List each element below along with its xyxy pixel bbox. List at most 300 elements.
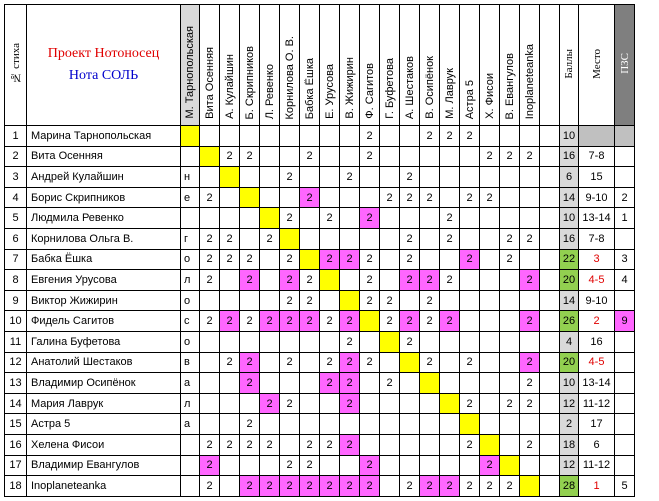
score-cell xyxy=(480,126,500,147)
score-cell: 2 xyxy=(400,476,420,497)
score-cell: 2 xyxy=(280,208,300,229)
score-cell: 2 xyxy=(220,146,240,167)
score-cell xyxy=(420,146,440,167)
score-cell xyxy=(320,393,340,414)
participant-name: Борис Скрипников xyxy=(27,187,181,208)
participant-name: Владимир Евангулов xyxy=(27,455,181,476)
score-cell xyxy=(440,455,460,476)
score-cell xyxy=(480,167,500,188)
table-row xyxy=(5,414,635,435)
score-cell: 2 xyxy=(260,393,280,414)
score-cell xyxy=(400,146,420,167)
column-header-8: В. Жижирин xyxy=(340,5,360,126)
pvs-cell xyxy=(615,434,635,455)
score-cell: 2 xyxy=(340,476,360,497)
row-number: 10 xyxy=(5,311,27,332)
score-cell: 2 xyxy=(360,270,380,291)
row-number: 1 xyxy=(5,126,27,147)
score-cell xyxy=(400,393,420,414)
total-score: 20 xyxy=(560,270,579,291)
score-cell xyxy=(380,126,400,147)
score-cell: 2 xyxy=(360,476,380,497)
score-cell xyxy=(220,208,240,229)
score-cell: 2 xyxy=(460,352,480,373)
score-cell xyxy=(420,208,440,229)
row-number: 6 xyxy=(5,228,27,249)
table-row xyxy=(5,434,635,455)
score-cell xyxy=(360,331,380,352)
score-cell xyxy=(220,187,240,208)
score-cell xyxy=(360,393,380,414)
pvs-cell xyxy=(615,373,635,394)
column-header-2: А. Кулайшин xyxy=(220,5,240,126)
score-cell xyxy=(500,331,520,352)
score-cell xyxy=(320,167,340,188)
score-cell: 2 xyxy=(320,352,340,373)
score-cell: 2 xyxy=(460,187,480,208)
score-cell: 2 xyxy=(340,249,360,270)
score-cell xyxy=(220,290,240,311)
score-cell xyxy=(220,270,240,291)
participant-name: Галина Буфетова xyxy=(27,331,181,352)
score-cell: 2 xyxy=(200,187,220,208)
place-cell: 17 xyxy=(579,414,615,435)
score-cell xyxy=(500,270,520,291)
score-cell xyxy=(200,208,220,229)
row-spacer xyxy=(540,146,560,167)
pvs-cell xyxy=(615,167,635,188)
row-number: 13 xyxy=(5,373,27,394)
score-cell: 2 xyxy=(380,311,400,332)
row-number: 12 xyxy=(5,352,27,373)
score-cell xyxy=(320,270,340,291)
score-cell: 2 xyxy=(280,249,300,270)
score-cell: 2 xyxy=(480,187,500,208)
row-spacer xyxy=(540,249,560,270)
score-cell: 2 xyxy=(260,311,280,332)
letter-cell: о xyxy=(181,331,200,352)
row-number: 2 xyxy=(5,146,27,167)
place-cell: 4-5 xyxy=(579,352,615,373)
score-cell xyxy=(280,187,300,208)
score-cell xyxy=(320,126,340,147)
pvs-cell xyxy=(615,352,635,373)
pvs-cell xyxy=(615,290,635,311)
participant-name: Вита Осенняя xyxy=(27,146,181,167)
score-cell xyxy=(500,290,520,311)
score-cell xyxy=(440,352,460,373)
participant-name: Inoplaneteanka xyxy=(27,476,181,497)
column-header-14: Астра 5 xyxy=(460,5,480,126)
participant-name: Марина Тарнопольская xyxy=(27,126,181,147)
score-cell xyxy=(480,208,500,229)
score-cell: 2 xyxy=(340,393,360,414)
letter-cell xyxy=(181,476,200,497)
letter-cell: н xyxy=(181,167,200,188)
score-cell xyxy=(260,270,280,291)
score-cell xyxy=(420,455,440,476)
score-cell xyxy=(520,249,540,270)
score-cell: 2 xyxy=(280,290,300,311)
table-row xyxy=(5,393,635,414)
score-cell: 2 xyxy=(200,455,220,476)
score-cell xyxy=(300,228,320,249)
score-cell xyxy=(200,393,220,414)
pvs-cell xyxy=(615,126,635,147)
place-cell: 2 xyxy=(579,311,615,332)
total-score: 10 xyxy=(560,373,579,394)
score-cell xyxy=(460,414,480,435)
score-cell: 2 xyxy=(220,228,240,249)
score-cell xyxy=(440,373,460,394)
total-score: 20 xyxy=(560,352,579,373)
score-cell: 2 xyxy=(320,208,340,229)
table-body xyxy=(5,126,635,497)
table-row xyxy=(5,249,635,270)
score-cell: 2 xyxy=(240,476,260,497)
score-cell xyxy=(520,476,540,497)
row-number: 14 xyxy=(5,393,27,414)
row-number: 11 xyxy=(5,331,27,352)
score-cell: 2 xyxy=(260,476,280,497)
score-cell xyxy=(260,126,280,147)
letter-cell: л xyxy=(181,270,200,291)
column-header-10: Г. Буфетова xyxy=(380,5,400,126)
score-cell: 2 xyxy=(420,311,440,332)
score-cell xyxy=(260,146,280,167)
score-cell xyxy=(420,249,440,270)
row-spacer xyxy=(540,476,560,497)
score-cell: 2 xyxy=(260,434,280,455)
pvs-header: ПЗС xyxy=(615,5,635,126)
score-cell: 2 xyxy=(440,126,460,147)
letter-cell: с xyxy=(181,311,200,332)
score-cell xyxy=(480,290,500,311)
score-cell xyxy=(500,126,520,147)
score-cell xyxy=(500,455,520,476)
score-cell xyxy=(360,167,380,188)
score-cell: 2 xyxy=(520,434,540,455)
place-cell: 15 xyxy=(579,167,615,188)
score-cell: 2 xyxy=(400,228,420,249)
score-cell: 2 xyxy=(280,393,300,414)
column-header-9: Ф. Сагитов xyxy=(360,5,380,126)
row-spacer xyxy=(540,187,560,208)
score-cell xyxy=(520,414,540,435)
score-cell: 2 xyxy=(320,249,340,270)
letter-cell: а xyxy=(181,414,200,435)
score-cell: 2 xyxy=(520,352,540,373)
score-cell xyxy=(460,228,480,249)
participant-name: Владимир Осипёнок xyxy=(27,373,181,394)
pvs-cell: 1 xyxy=(615,208,635,229)
score-cell: 2 xyxy=(220,249,240,270)
place-cell: 11-12 xyxy=(579,393,615,414)
score-cell xyxy=(460,331,480,352)
score-cell xyxy=(500,208,520,229)
score-cell: 2 xyxy=(400,270,420,291)
score-cell xyxy=(380,393,400,414)
score-cell: 2 xyxy=(300,311,320,332)
score-cell xyxy=(220,455,240,476)
score-cell xyxy=(500,167,520,188)
score-cell xyxy=(440,331,460,352)
pvs-cell: 2 xyxy=(615,187,635,208)
letter-cell xyxy=(181,434,200,455)
score-cell: 2 xyxy=(460,126,480,147)
row-spacer xyxy=(540,331,560,352)
participant-name: Анатолий Шестаков xyxy=(27,352,181,373)
score-cell xyxy=(420,331,440,352)
score-cell xyxy=(200,126,220,147)
score-cell: 2 xyxy=(480,146,500,167)
score-cell xyxy=(400,455,420,476)
score-cell xyxy=(380,228,400,249)
table-row xyxy=(5,373,635,394)
score-cell xyxy=(220,126,240,147)
score-cell: 2 xyxy=(520,270,540,291)
score-cell xyxy=(380,476,400,497)
score-cell xyxy=(480,373,500,394)
letter-cell xyxy=(181,455,200,476)
pvs-cell: 3 xyxy=(615,249,635,270)
score-cell xyxy=(400,373,420,394)
score-cell xyxy=(380,455,400,476)
score-cell xyxy=(360,434,380,455)
row-spacer xyxy=(540,167,560,188)
score-cell: 2 xyxy=(400,167,420,188)
score-cell: 2 xyxy=(340,352,360,373)
score-cell: 2 xyxy=(460,476,480,497)
score-cell xyxy=(460,373,480,394)
score-cell xyxy=(440,167,460,188)
row-spacer xyxy=(540,373,560,394)
score-cell xyxy=(240,187,260,208)
row-spacer xyxy=(540,208,560,229)
column-header-16: В. Евангулов xyxy=(500,5,520,126)
participant-name: Людмила Ревенко xyxy=(27,208,181,229)
score-cell xyxy=(280,434,300,455)
score-cell xyxy=(440,187,460,208)
table-row xyxy=(5,476,635,497)
score-cell xyxy=(240,455,260,476)
column-header-15: Х. Фисои xyxy=(480,5,500,126)
place-header: Место xyxy=(579,5,615,126)
score-cell: 2 xyxy=(300,187,320,208)
participant-name: Хелена Фисои xyxy=(27,434,181,455)
score-cell xyxy=(520,187,540,208)
column-header-5: Корнилова О. В. xyxy=(280,5,300,126)
column-header-4: Л. Ревенко xyxy=(260,5,280,126)
row-number: 4 xyxy=(5,187,27,208)
row-spacer xyxy=(540,414,560,435)
column-header-11: А. Шестаков xyxy=(400,5,420,126)
row-spacer xyxy=(540,290,560,311)
score-cell: 2 xyxy=(360,352,380,373)
project-title xyxy=(27,5,181,126)
score-cell xyxy=(520,208,540,229)
score-cell xyxy=(220,331,240,352)
pvs-cell xyxy=(615,414,635,435)
score-cell: 2 xyxy=(440,311,460,332)
score-cell xyxy=(480,228,500,249)
column-header-3: Б. Скрипников xyxy=(240,5,260,126)
total-score: 14 xyxy=(560,290,579,311)
score-cell xyxy=(280,228,300,249)
table-row xyxy=(5,167,635,188)
score-cell xyxy=(480,393,500,414)
score-cell xyxy=(520,455,540,476)
total-score: 12 xyxy=(560,393,579,414)
score-cell: 2 xyxy=(200,249,220,270)
score-cell xyxy=(300,331,320,352)
score-cell xyxy=(360,228,380,249)
score-cell xyxy=(480,270,500,291)
score-cell: 2 xyxy=(420,187,440,208)
score-cell xyxy=(280,331,300,352)
table-row xyxy=(5,270,635,291)
table-row xyxy=(5,228,635,249)
place-cell: 16 xyxy=(579,331,615,352)
row-spacer xyxy=(540,352,560,373)
place-cell: 7-8 xyxy=(579,228,615,249)
score-cell xyxy=(240,167,260,188)
score-cell xyxy=(280,414,300,435)
row-spacer xyxy=(540,311,560,332)
score-cell xyxy=(460,146,480,167)
score-cell xyxy=(340,270,360,291)
participant-name: Бабка Ёшка xyxy=(27,249,181,270)
score-cell: 2 xyxy=(300,146,320,167)
score-cell xyxy=(360,187,380,208)
letter-cell: о xyxy=(181,249,200,270)
score-cell xyxy=(440,414,460,435)
score-cell: 2 xyxy=(200,311,220,332)
column-header-6: Бабка Ёшка xyxy=(300,5,320,126)
score-cell: 2 xyxy=(240,434,260,455)
score-cell: 2 xyxy=(500,393,520,414)
score-cell: 2 xyxy=(340,373,360,394)
score-cell: 2 xyxy=(460,249,480,270)
total-score: 22 xyxy=(560,249,579,270)
total-score: 10 xyxy=(560,126,579,147)
score-cell xyxy=(300,352,320,373)
score-cell xyxy=(380,352,400,373)
score-cell xyxy=(340,228,360,249)
table-row xyxy=(5,455,635,476)
total-score: 2 xyxy=(560,414,579,435)
score-cell: 2 xyxy=(500,228,520,249)
score-cell xyxy=(320,290,340,311)
score-cell xyxy=(460,290,480,311)
column-header-0: М. Тарнопольская xyxy=(181,5,200,126)
score-cell xyxy=(420,414,440,435)
score-cell: 2 xyxy=(520,228,540,249)
score-cell xyxy=(340,208,360,229)
total-score: 18 xyxy=(560,434,579,455)
score-cell xyxy=(320,146,340,167)
score-cell xyxy=(480,414,500,435)
row-spacer xyxy=(540,228,560,249)
row-number: 5 xyxy=(5,208,27,229)
score-cell xyxy=(320,455,340,476)
pvs-cell xyxy=(615,146,635,167)
total-score: 26 xyxy=(560,311,579,332)
score-cell: 2 xyxy=(220,352,240,373)
score-cell: 2 xyxy=(300,455,320,476)
score-cell xyxy=(440,434,460,455)
score-cell xyxy=(420,393,440,414)
score-cell xyxy=(300,167,320,188)
score-cell: 2 xyxy=(260,228,280,249)
score-cell xyxy=(400,208,420,229)
score-cell: 2 xyxy=(400,331,420,352)
score-cell xyxy=(340,414,360,435)
pvs-cell: 5 xyxy=(615,476,635,497)
score-cell: 2 xyxy=(440,270,460,291)
score-cell xyxy=(500,187,520,208)
score-cell xyxy=(480,311,500,332)
place-cell: 9-10 xyxy=(579,290,615,311)
score-cell: 2 xyxy=(420,290,440,311)
score-cell xyxy=(260,167,280,188)
place-cell: 1 xyxy=(579,476,615,497)
total-score: 10 xyxy=(560,208,579,229)
score-cell: 2 xyxy=(320,311,340,332)
score-cell: 2 xyxy=(360,290,380,311)
score-cell xyxy=(320,228,340,249)
score-cell xyxy=(460,270,480,291)
letter-cell: л xyxy=(181,393,200,414)
score-cell: 2 xyxy=(240,311,260,332)
score-cell: 2 xyxy=(240,146,260,167)
score-cell: 2 xyxy=(280,476,300,497)
score-cell xyxy=(460,455,480,476)
score-cell: 2 xyxy=(400,187,420,208)
table-row xyxy=(5,146,635,167)
table-row xyxy=(5,126,635,147)
score-cell xyxy=(400,352,420,373)
letter-cell: а xyxy=(181,373,200,394)
score-cell: 2 xyxy=(320,476,340,497)
project-title-line2: Нота СОЛЬ xyxy=(68,68,139,83)
score-cell: 2 xyxy=(200,476,220,497)
score-cell: 2 xyxy=(360,249,380,270)
score-cell xyxy=(240,126,260,147)
score-cell: 2 xyxy=(280,455,300,476)
participant-name: Корнилова Ольга В. xyxy=(27,228,181,249)
total-score: 4 xyxy=(560,331,579,352)
score-cell: 2 xyxy=(200,228,220,249)
column-header-1: Вита Осенняя xyxy=(200,5,220,126)
score-cell xyxy=(240,331,260,352)
total-score: 16 xyxy=(560,146,579,167)
score-cell xyxy=(500,434,520,455)
score-cell: 2 xyxy=(220,434,240,455)
score-cell: 2 xyxy=(500,249,520,270)
score-cell: 2 xyxy=(320,434,340,455)
score-cell xyxy=(280,373,300,394)
place-cell xyxy=(579,126,615,147)
score-cell xyxy=(260,187,280,208)
row-spacer xyxy=(540,270,560,291)
score-cell: 2 xyxy=(280,270,300,291)
score-cell xyxy=(260,331,280,352)
score-cell: 2 xyxy=(340,311,360,332)
place-cell: 4-5 xyxy=(579,270,615,291)
score-cell xyxy=(260,414,280,435)
score-cell xyxy=(520,331,540,352)
